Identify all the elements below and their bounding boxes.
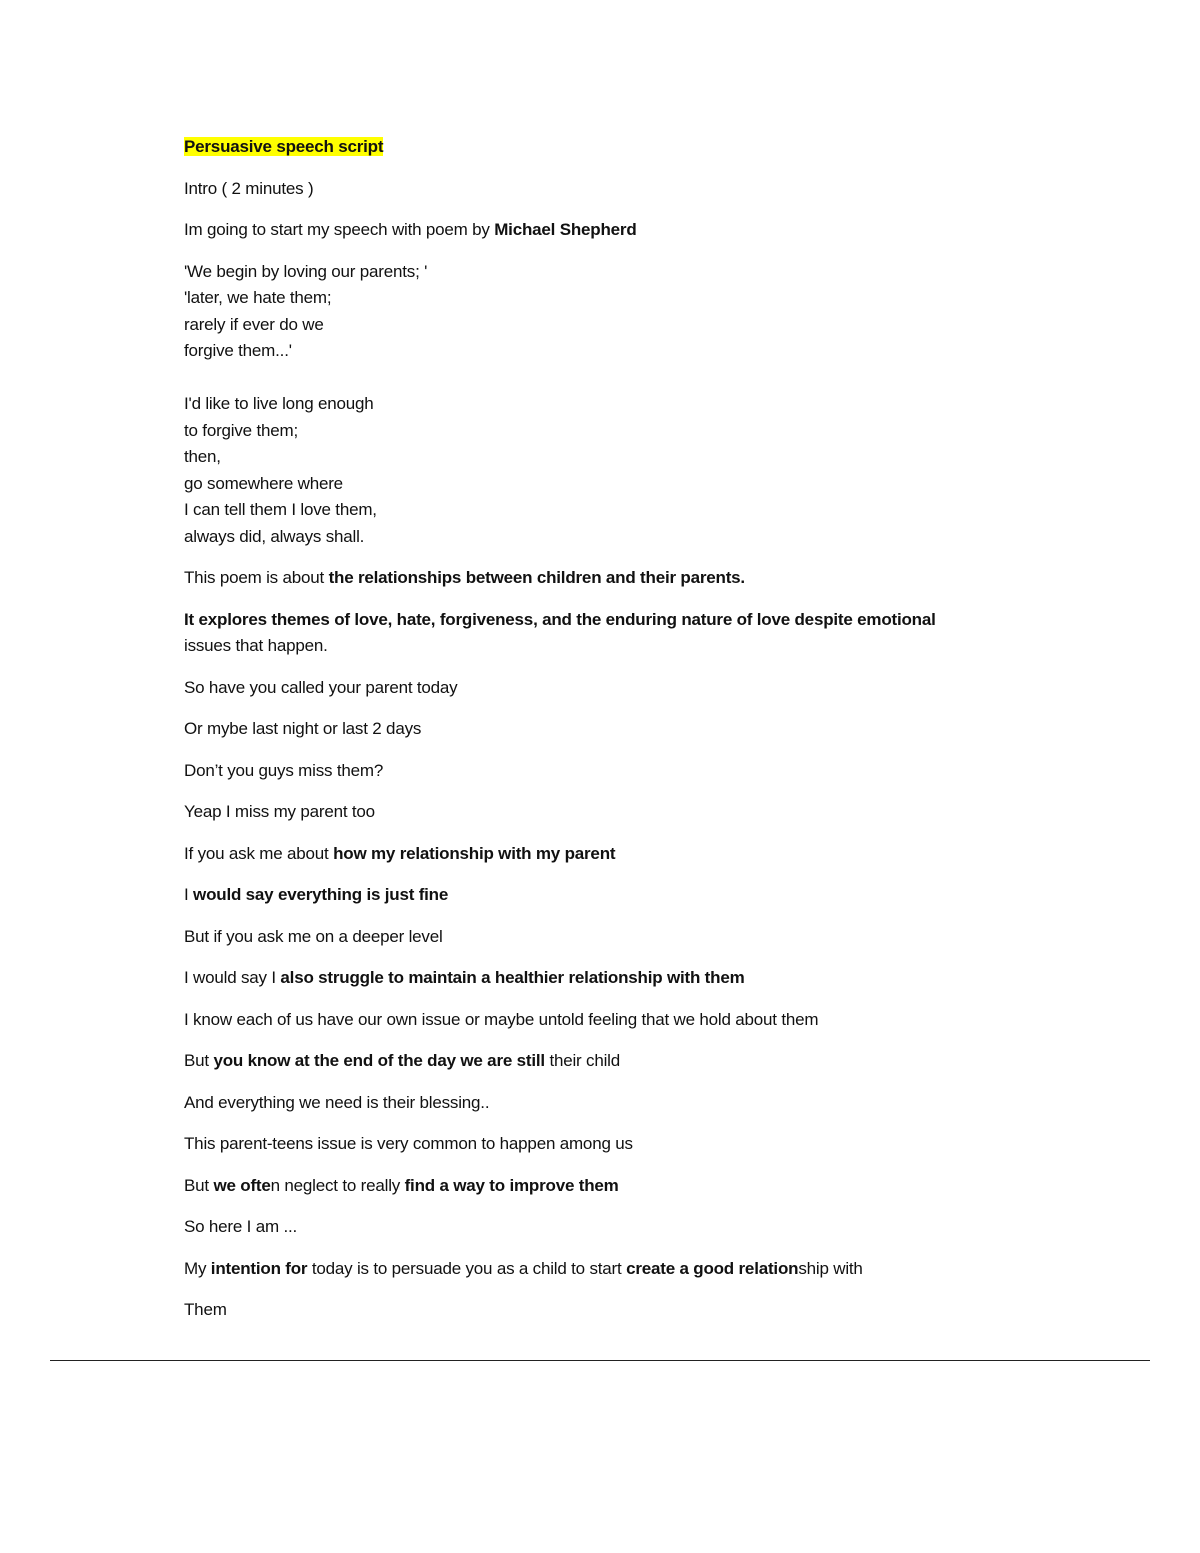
- poem-line: I'd like to live long enough: [184, 394, 374, 413]
- poem-line: rarely if ever do we: [184, 314, 324, 334]
- stanza-gap: [184, 365, 1104, 392]
- text-run: n neglect to really: [270, 1175, 405, 1195]
- themes-bold: It explores themes of love, hate, forgiveness, and the enduring nature of love despite emotional: [184, 609, 936, 629]
- script-line: Them: [184, 1300, 227, 1319]
- bold-run: we ofte: [213, 1175, 271, 1195]
- poem-line: always did, always shall.: [184, 526, 365, 546]
- bold-run: would say everything is just fine: [193, 885, 449, 904]
- opening-line: [184, 217, 1104, 244]
- script-line: [184, 882, 1104, 909]
- text-run: My: [184, 1258, 211, 1278]
- poem-author: Michael Shepherd: [494, 220, 637, 239]
- text-run: today is to persuade you as a child to start: [307, 1258, 627, 1278]
- bold-run: you know at the end of the day we are still: [213, 1051, 545, 1070]
- text-run: I would say I: [184, 968, 281, 987]
- script-line: So have you called your parent today: [184, 677, 458, 697]
- poem: [184, 259, 1104, 551]
- script-line: I know each of us have our own issue or maybe untold feeling that we hold about them: [184, 1009, 819, 1029]
- document-title-para: [184, 134, 1104, 161]
- themes-rest: issues that happen.: [184, 636, 328, 655]
- text-run: But: [184, 1051, 214, 1070]
- about-para: [184, 565, 1104, 592]
- poem-line: I can tell them I love them,: [184, 500, 377, 519]
- script-line: And everything we need is their blessing..: [184, 1092, 490, 1112]
- text-run: ship with: [798, 1258, 863, 1278]
- script-line: [184, 1256, 1104, 1283]
- about-lead: This poem is about: [184, 568, 329, 587]
- themes-para: [184, 607, 1104, 660]
- text-run: If you ask me about: [184, 843, 334, 863]
- poem-line: to forgive them;: [184, 420, 298, 440]
- script-line: This parent-teens issue is very common to happen among us: [184, 1134, 633, 1153]
- document-title: Persuasive speech script: [184, 137, 384, 156]
- bold-run: intention for: [210, 1258, 308, 1278]
- bold-run: find a way to improve them: [404, 1175, 619, 1195]
- script-line: [184, 1048, 1104, 1075]
- poem-line: 'later, we hate them;: [184, 288, 332, 307]
- text-run: I: [184, 885, 194, 904]
- opening-text: Im going to start my speech with poem by: [184, 220, 495, 239]
- poem-line: go somewhere where: [184, 473, 343, 493]
- bold-run: how my relationship with my parent: [333, 843, 616, 863]
- script-line: [184, 965, 1104, 992]
- script-line: Yeap I miss my parent too: [184, 802, 375, 821]
- bold-run: also struggle to maintain a healthier relationship with them: [280, 968, 745, 987]
- text-run: their child: [544, 1051, 621, 1070]
- script-line: Or mybe last night or last 2 days: [184, 719, 422, 738]
- intro-heading: Intro ( 2 minutes ): [184, 178, 314, 198]
- document-body: [184, 134, 1104, 1339]
- bold-run: create a good relation: [626, 1258, 799, 1278]
- script-line: So here I am ...: [184, 1217, 298, 1236]
- script-line: Don’t you guys miss them?: [184, 760, 384, 780]
- page-divider-line: [50, 1360, 1150, 1361]
- poem-line: then,: [184, 447, 221, 466]
- text-run: But: [184, 1175, 214, 1195]
- script-line: But if you ask me on a deeper level: [184, 926, 443, 946]
- script-line: [184, 1173, 1104, 1200]
- poem-line: forgive them...': [184, 341, 292, 360]
- script-line: [184, 841, 1104, 868]
- about-bold: the relationships between children and their parents.: [328, 568, 745, 587]
- poem-line: 'We begin by loving our parents; ': [184, 261, 428, 281]
